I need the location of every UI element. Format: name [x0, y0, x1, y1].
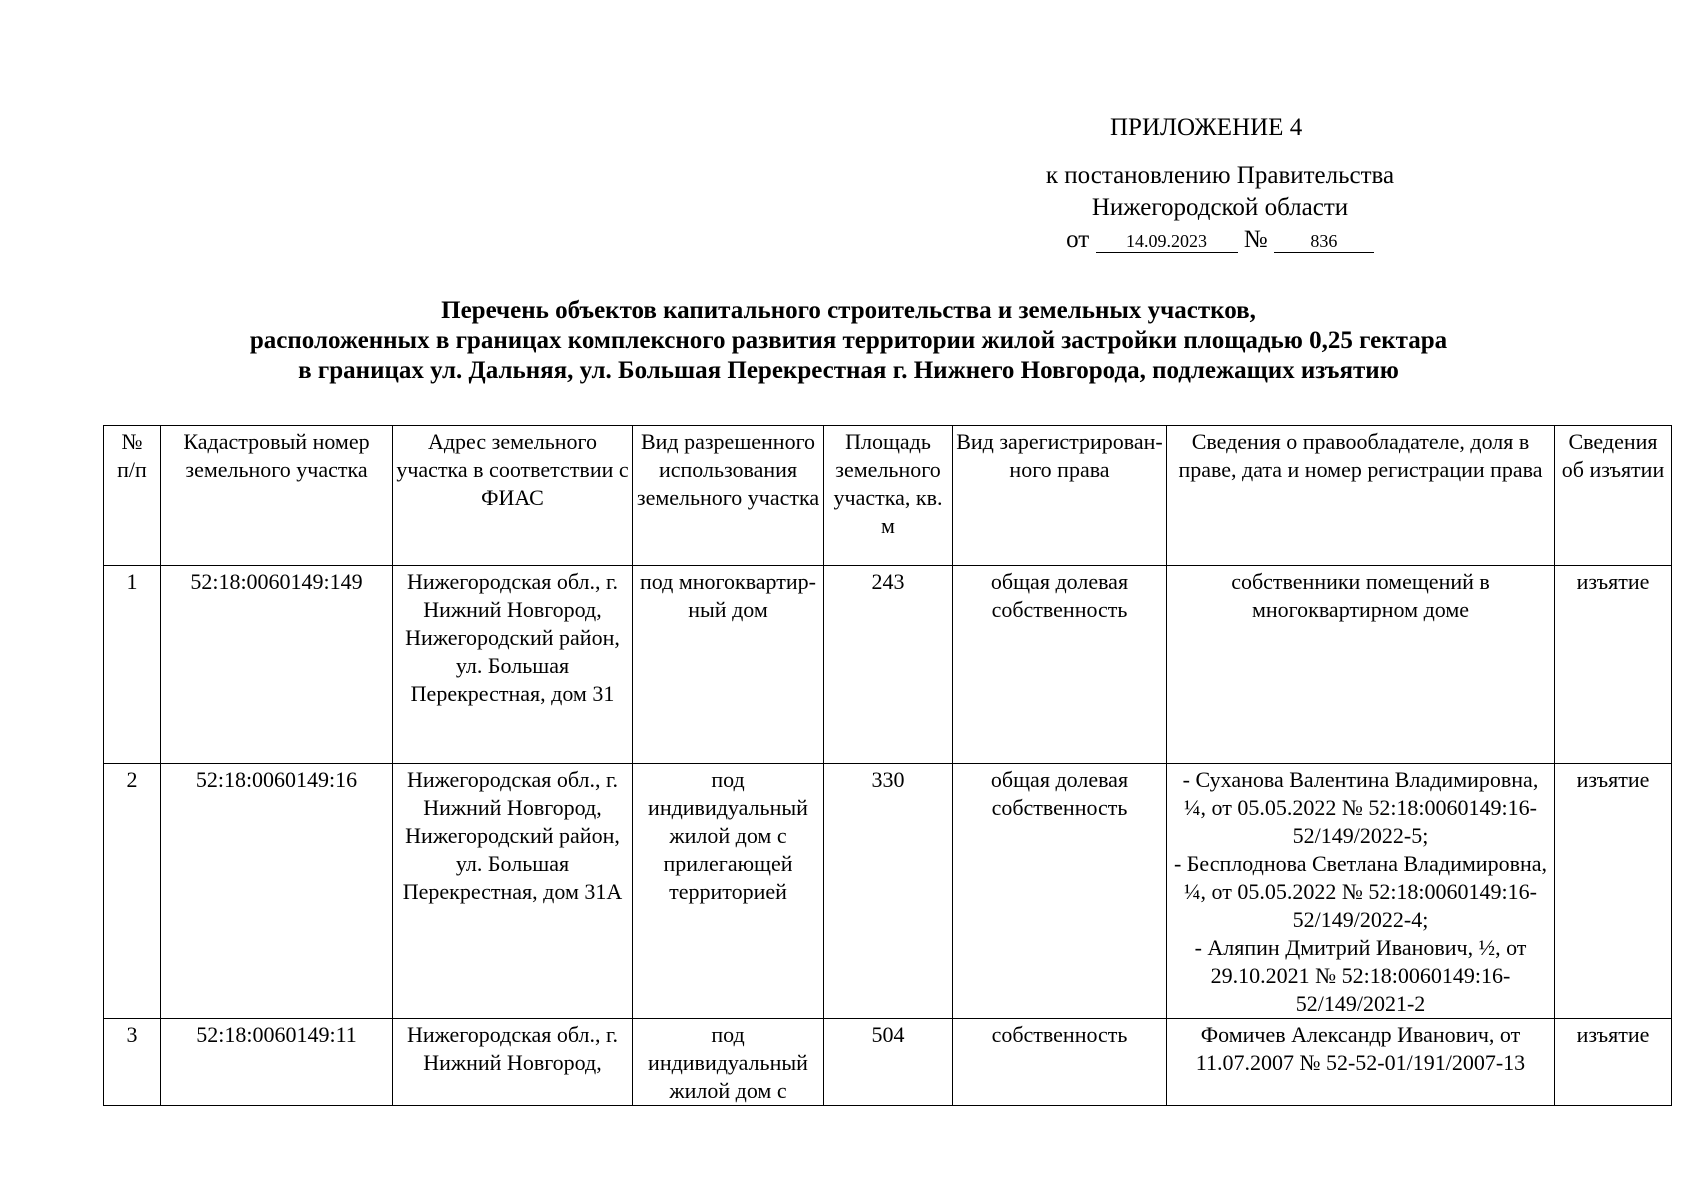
header-address: Адрес земельного участка в соответствии с ФИАС [393, 426, 633, 566]
document-title-line-2: расположенных в границах комплексного развития территории жилой застройки площадью 0,25 гектара [249, 327, 1448, 354]
cell-cadastral: 52:18:0060149:11 [161, 1019, 393, 1106]
cell-area: 243 [824, 566, 953, 764]
appendix-line-1: к постановлению Правительства [1045, 162, 1395, 189]
cell-holder: - Суханова Валентина Владимировна, ¼, от 05.05.2022 № 52:18:0060149:16-52/149/2022-5; - Бесплоднова Светлана Владимировна, ¼, от 05.05.2022 № 52:18:0060149:16-52/149/2022-4; - Аляпин Дмитрий Иванович, ½, от 29.10.2021 № 52:18:0060149:16-52/149/2021-2 [1167, 764, 1555, 1019]
table-row [104, 1019, 1672, 1106]
header-number: № п/п [104, 426, 161, 566]
document-title-line-3: в границах ул. Дальняя, ул. Большая Перекрестная г. Нижнего Новгорода, подлежащих изъятию [298, 357, 1399, 384]
cell-cadastral: 52:18:0060149:149 [161, 566, 393, 764]
header-area: Площадь земельного участка, кв. м [824, 426, 953, 566]
document-title-line-1: Перечень объектов капитального строительства и земельных участков, [441, 297, 1256, 324]
appendix-line-2: Нижегородской области [1091, 194, 1349, 221]
header-cadastral: Кадастровый номер земельного участка [161, 426, 393, 566]
cell-use: под индивидуальный жилой дом с прилегающей территорией [633, 764, 824, 1019]
cell-use: под индивидуальный жилой дом с [633, 1019, 824, 1106]
cell-address: Нижегородская обл., г. Нижний Новгород, Нижегородский район, ул. Большая Перекрестная, дом 31 [393, 566, 633, 764]
header-holder: Сведения о правообладателе, доля в праве, дата и номер регистрации права [1167, 426, 1555, 566]
header-seizure: Сведения об изъятии [1555, 426, 1672, 566]
cell-area: 504 [824, 1019, 953, 1106]
cell-holder: Фомичев Александр Иванович, от 11.07.2007 № 52-52-01/191/2007-13 [1167, 1019, 1555, 1106]
cell-area: 330 [824, 764, 953, 1019]
cell-number: 1 [104, 566, 161, 764]
from-label: от [1066, 226, 1090, 253]
number-sign: № [1243, 226, 1268, 253]
cell-right: общая долевая собственность [953, 764, 1167, 1019]
document-title [0, 296, 1697, 386]
appendix-title: ПРИЛОЖЕНИЕ 4 [1110, 114, 1303, 141]
table-row [104, 764, 1672, 1019]
decree-number: 836 [1274, 230, 1374, 253]
cell-holder: собственники помещений в многоквартирном доме [1167, 566, 1555, 764]
cell-seizure: изъятие [1555, 566, 1672, 764]
cell-right: собственность [953, 1019, 1167, 1106]
header-right: Вид зарегистрирован-ного права [953, 426, 1167, 566]
appendix-date-number [1010, 224, 1430, 256]
cell-seizure: изъятие [1555, 764, 1672, 1019]
header-use: Вид разрешенного использования земельного участка [633, 426, 824, 566]
seizure-table [103, 425, 1672, 1106]
cell-seizure: изъятие [1555, 1019, 1672, 1106]
table-row [104, 566, 1672, 764]
cell-address: Нижегородская обл., г. Нижний Новгород, [393, 1019, 633, 1106]
cell-right: общая долевая собственность [953, 566, 1167, 764]
cell-use: под многоквартир-ный дом [633, 566, 824, 764]
cell-number: 3 [104, 1019, 161, 1106]
cell-cadastral: 52:18:0060149:16 [161, 764, 393, 1019]
cell-number: 2 [104, 764, 161, 1019]
appendix-block [1010, 112, 1430, 256]
table-header-row [104, 426, 1672, 566]
decree-date: 14.09.2023 [1096, 230, 1238, 253]
cell-address: Нижегородская обл., г. Нижний Новгород, Нижегородский район, ул. Большая Перекрестная, дом 31А [393, 764, 633, 1019]
